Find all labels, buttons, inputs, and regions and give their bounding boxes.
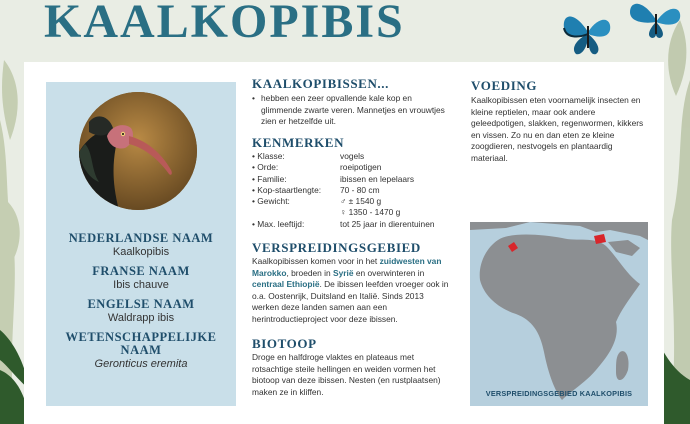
feature-value: ♂ ± 1540 g [340, 196, 382, 207]
biotope-section [252, 336, 452, 398]
feature-value: ♀ 1350 - 1470 g [340, 207, 401, 218]
text-run: en overwinteren in [353, 267, 425, 278]
feature-value: vogels [340, 151, 365, 161]
names-list [46, 232, 236, 377]
name-value: Kaalkopibis [112, 246, 170, 258]
name-value: Waldrapp ibis [107, 312, 175, 324]
name-block-dutch [46, 232, 236, 259]
food-section [471, 78, 649, 165]
region-highlight: Syrië [333, 267, 354, 278]
text-run: . De ibissen leefden vroeger ook in o.a. Oostenrijk, Duitsland en Italië. Sinds 2013 werken deze landen samen aan een herintroductieproject voor deze ibissen. [252, 279, 449, 324]
biotope-text: Droge en halfdroge vlaktes en plateaus met rotsachtige steile hellingen en weiden vormen het biotoop van deze ibissen. Nesten (en rustplaatsen) maken ze in kliffen. [252, 352, 441, 397]
feature-label: • Kop-staartlengte: [252, 185, 340, 196]
biotope-heading: BIOTOOP [252, 336, 317, 351]
text-run: , broeden in [286, 267, 334, 278]
name-heading: WETENSCHAPPELIJKE NAAM [65, 330, 217, 357]
name-block-scientific [46, 331, 236, 371]
feature-label: • Familie: [252, 174, 340, 185]
name-block-french [46, 265, 236, 292]
distribution-map [470, 222, 648, 406]
map-caption: VERSPREIDINGSGEBIED KAALKOPIBIS [485, 389, 633, 398]
features-section [252, 135, 452, 150]
bird-photo [79, 92, 197, 210]
intro-section [252, 76, 452, 128]
name-value: Geronticus eremita [94, 358, 188, 370]
feature-label: • Orde: [252, 162, 340, 173]
name-value: Ibis chauve [113, 279, 169, 291]
ibis-illustration [79, 92, 197, 210]
name-heading: NEDERLANDSE NAAM [68, 231, 214, 245]
food-text: Kaalkopibissen eten voornamelijk insecten en kleine reptielen, maar ook andere geleedpotigen, slakken, regenwormen, kikkers en vissen. Zo nu en dan eten ze kleine zoogdieren, nestvogels en plantaardig materiaal. [471, 95, 644, 163]
distribution-text [252, 256, 452, 326]
name-block-english [46, 298, 236, 325]
region-highlight: centraal Ethiopië [252, 279, 320, 290]
distribution-heading: VERSPREIDINGSGEBIED [252, 240, 421, 255]
feature-label: • Klasse: [252, 151, 340, 162]
feature-value: 70 - 80 cm [340, 184, 380, 195]
text-run: Kaalkopibissen komen voor in het [252, 256, 380, 266]
name-heading: ENGELSE NAAM [87, 297, 195, 311]
food-heading: VOEDING [471, 78, 538, 93]
page-title: KAALKOPIBIS [44, 0, 405, 48]
feature-value: ibissen en lepelaars [340, 173, 415, 184]
feature-label: • Max. leeftijd: [252, 219, 340, 230]
feature-value: roeipotigen [340, 162, 382, 173]
region-highlight: zuidwesten van Marokko [252, 256, 442, 278]
distribution-section [252, 240, 452, 326]
intro-list [252, 93, 452, 128]
intro-text: • hebben een zeer opvallende kale kop en glimmende zwarte veren. Mannetjes en vrouwtjes zien er hetzelfde uit. [252, 93, 452, 128]
feature-value: tot 25 jaar in dierentuinen [340, 218, 435, 229]
features-heading: KENMERKEN [252, 135, 345, 150]
intro-heading: KAALKOPIBISSEN... [252, 76, 389, 91]
africa-map [470, 222, 648, 406]
name-heading: FRANSE NAAM [92, 264, 190, 278]
feature-label: • Gewicht: [252, 196, 340, 207]
butterfly-icon [626, 0, 684, 40]
butterfly-icon [560, 8, 616, 56]
